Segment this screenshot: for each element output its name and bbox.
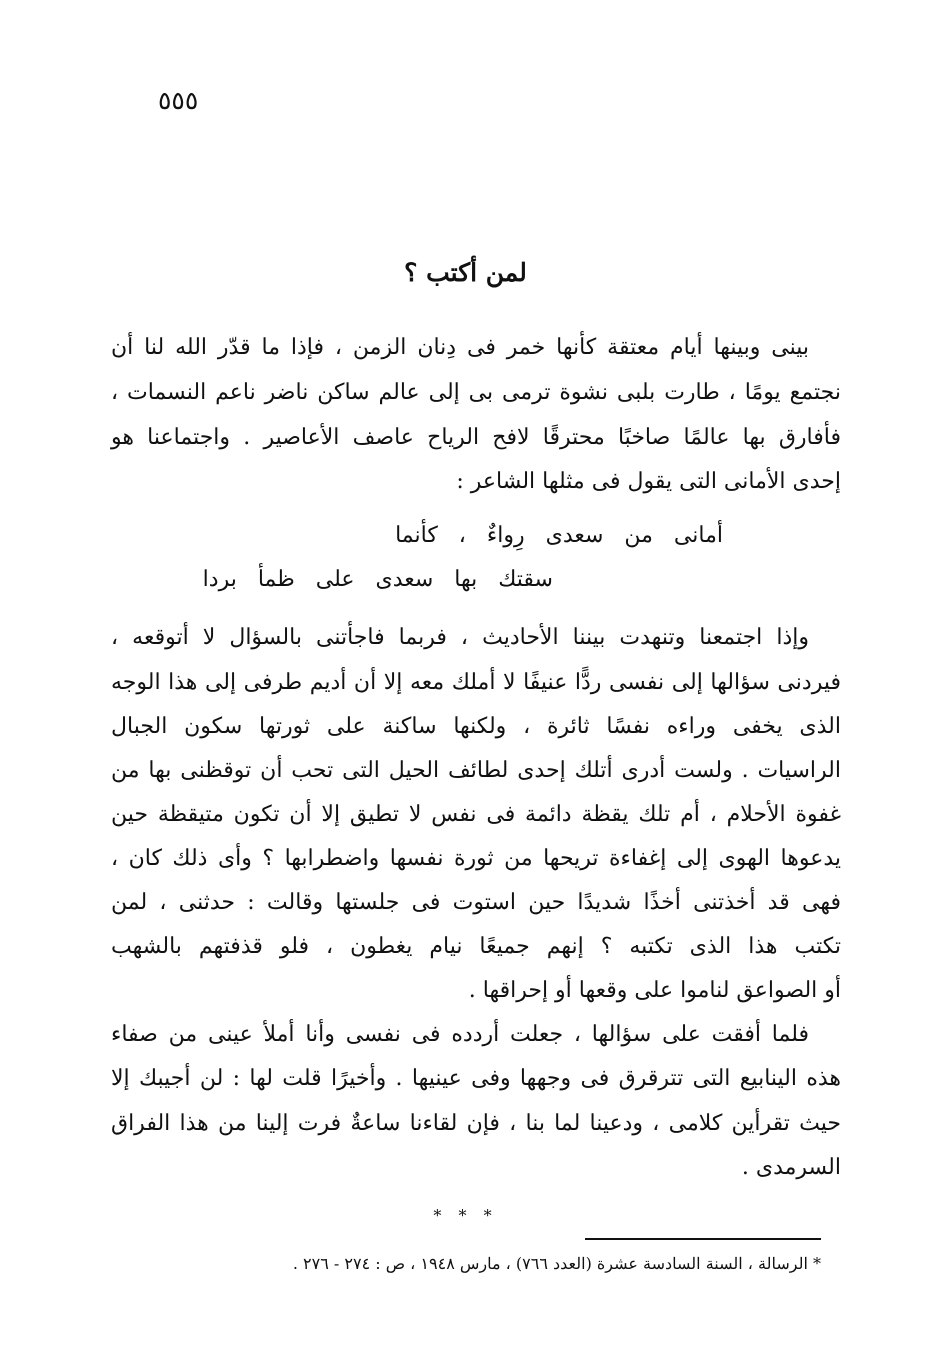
paragraph-3-line: فلما أفقت على سؤالها ، جعلت أردده فى نفسى وأنا أملأ عينى من صفاء	[111, 1022, 809, 1047]
verse-line-1: أمانى من سعدى رِواءٌ ، كأنما	[395, 523, 723, 548]
page-title: لمن أكتب ؟	[404, 258, 527, 287]
paragraph-2-line: يدعوها الهوى إلى إغفاءة تريحها من ثورة نفسها واضطرابها ؟ وأى ذلك كان ،	[111, 846, 841, 871]
section-separator: * * *	[433, 1206, 498, 1225]
paragraph-2-line: فيردنى سؤالها إلى نفسى ردًّا عنيفًا لا أملك معه إلا أن أديم طرفى إلى هذا الوجه	[111, 670, 841, 695]
paragraph-2-line: الذى يخفى وراءه نفسًا ثائرة ، ولكنها ساكنة على ثورتها سكون الجبال	[111, 714, 841, 739]
paragraph-2-line: فهى قد أخذتنى أخذًا شديدًا حين استوت فى جلستها وقالت : حدثنى ، لمن	[111, 890, 841, 915]
paragraph-2-line: تكتب هذا الذى تكتبه ؟ إنهم جميعًا نيام يغطون ، فلو قذفتهم بالشهب	[111, 934, 841, 959]
paragraph-3-line: حيث تقرأين كلامى ، ودعينا لما بنا ، فإن لقاءنا ساعةٌ فرت إلينا من هذا الفراق	[111, 1111, 841, 1136]
paragraph-2-line: وإذا اجتمعنا وتنهدت بيننا الأحاديث ، فربما فاجأتنى بالسؤال لا أتوقعه ،	[111, 625, 809, 650]
footnote-rule	[585, 1238, 821, 1240]
paragraph-1-line: نجتمع يومًا ، طارت بلبى نشوة ترمى بى إلى عالم ساكن ناضر ناعم النسمات ،	[111, 380, 841, 405]
paragraph-3-line: هذه الينابيع التى تترقرق فى وجهها وفى عينيها . وأخيرًا قلت لها : لن أجيبك إلا	[111, 1066, 841, 1091]
page-number: ٥٥٥	[158, 86, 199, 115]
paragraph-1-line: فأفارق بها عالمًا صاخبًا محترقًا لافح الرياح عاصف الأعاصير . واجتماعنا هو	[111, 425, 841, 450]
footnote: * الرسالة ، السنة السادسة عشرة (العدد ٧٦٦) ، مارس ١٩٤٨ ، ص : ٢٧٤ - ٢٧٦ .	[292, 1254, 821, 1273]
paragraph-3-line: السرمدى .	[741, 1155, 841, 1180]
paragraph-1-line: إحدى الأمانى التى يقول فى مثلها الشاعر :	[456, 469, 841, 494]
paragraph-2-line: أو الصواعق لناموا على وقعها أو إحراقها .	[468, 978, 841, 1003]
paragraph-1-line: بينى وبينها أيام معتقة كأنها خمر فى دِنان الزمن ، فإذا ما قدّر الله لنا أن	[111, 335, 809, 360]
verse-line-2: سقتك بها سعدى على ظمأ بردا	[202, 567, 553, 592]
paragraph-2-line: الراسيات . ولست أدرى أتلك إحدى لطائف الحيل التى تحب أن توقظنى بها من	[111, 758, 841, 783]
paragraph-2-line: غفوة الأحلام ، أم تلك يقظة دائمة فى نفس لا تطيق إلا أن تكون متيقظة حين	[111, 802, 841, 827]
